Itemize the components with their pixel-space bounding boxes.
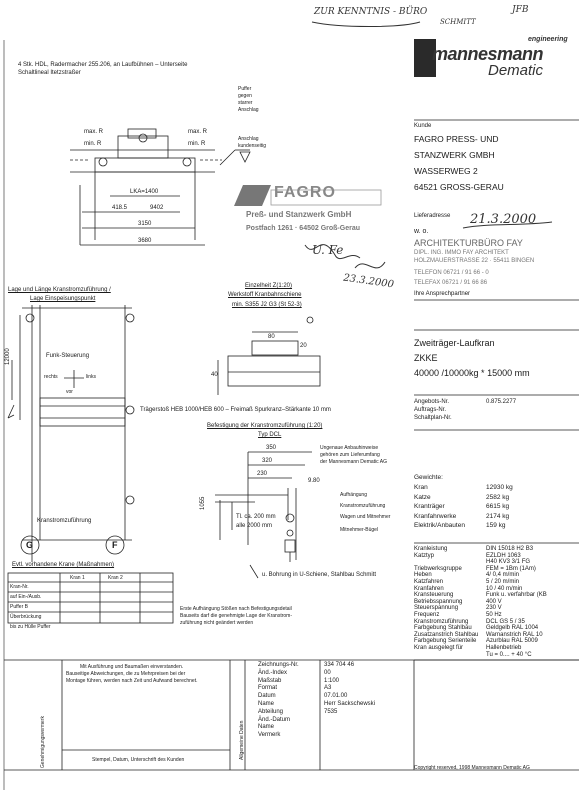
dcl-note-2: gehören zum Lieferumfang: [320, 452, 380, 458]
dim-ca200: Tl. ca. 200 mm: [236, 514, 276, 520]
order-row-label: Schaltplan-Nr.: [414, 415, 452, 421]
dcl-title: Befestigung der Kranstromzuführung (1:20): [207, 423, 323, 429]
cranes-col-1: Kran 1: [70, 575, 85, 581]
title-block-row-label: Zeichnungs-Nr.: [258, 662, 299, 668]
weight-row-label: Katze: [414, 493, 431, 501]
weight-row-value: 2174 kg: [486, 512, 510, 520]
header-note-line1: 4 Stk. HDL, Radermacher 255.206, an Laufbühnen – Unterseite: [18, 62, 188, 68]
crab-rect: [118, 136, 168, 158]
customer-label: Kunde: [414, 123, 432, 129]
weight-row-label: Kranträger: [414, 503, 445, 510]
customer-name-1: FAGRO PRESS- UND: [414, 134, 499, 144]
customer-street: WASSERWEG 2: [414, 166, 478, 176]
spec-row-value: DCL GS 5 / 35: [486, 618, 525, 625]
product-title: Zweiträger-Laufkran: [414, 338, 495, 348]
delivery-architect-4: TELEFON 06721 / 91 66 - 0: [414, 270, 489, 276]
buffer-note-4: Anschlag: [238, 107, 259, 113]
max-r-right: max. R: [188, 129, 208, 135]
dim-ca2000: alle 2000 mm: [236, 523, 273, 529]
mannesmann-logo: [414, 36, 568, 82]
title-block-row-value: 7535: [324, 708, 338, 715]
delivery-wo: w. o.: [414, 228, 429, 235]
crane-girder-rect: [95, 158, 195, 172]
handwritten-signature: U. Fe: [312, 243, 344, 257]
buffer-note-1: Puffer: [238, 86, 252, 92]
detail-z-subtitle: Werkstoff Kranbahnschiene: [228, 292, 302, 298]
spec-row-value: 5 / 20 m/min: [486, 579, 520, 585]
dir-rechts: rechts: [44, 374, 58, 380]
title-block-row-value: 00: [324, 669, 331, 676]
spec-row-value: Hallenbetrieb: [486, 645, 522, 651]
weight-row-value: 12930 kg: [486, 484, 513, 491]
customer-city: 64521 GROSS-GERAU: [414, 182, 504, 192]
dim-40: 40: [211, 372, 218, 378]
cranes-row-1: Kran-Nr.: [10, 584, 29, 590]
order-row-label: Angebots-Nr.: [414, 399, 450, 405]
detail-z-spec: min. S355 J2 G3 (St 52-3): [232, 302, 302, 308]
weight-row-value: 6615 kg: [486, 503, 510, 510]
stamp-line2: Postfach 1261 · 64502 Groß-Gerau: [246, 225, 360, 232]
approval-note-1: Mit Ausführung und Baumaßen einverstanden.: [80, 664, 184, 670]
title-block-row-label: Abteilung: [258, 708, 284, 715]
spec-row-label: Kransteuerung: [414, 592, 454, 599]
circle-f-label: F: [112, 540, 118, 550]
header-note-line2: Schaltlineal Itetzstraßer: [18, 70, 81, 76]
spec-row-label: Farbgebung Serienteile: [414, 638, 477, 645]
brand-sub: Dematic: [488, 62, 544, 79]
title-block-row-value: 334 704 46: [324, 662, 355, 668]
bottom-note-2: Bauseits darf die genehmigte Lage der Kranstrom-: [180, 613, 293, 619]
spec-row-label: Heben: [414, 572, 432, 579]
delivery-architect-2: DIPL. ING. IMMO FAY ARCHITEKT: [414, 250, 509, 256]
spec-row-label: Betriebsspannung: [414, 598, 463, 605]
title-block-row-value: 1:100: [324, 677, 340, 684]
dim-3150: 3150: [138, 221, 152, 227]
cranes-row-3: Puffer B: [10, 604, 28, 610]
delivery-architect: ARCHITEKTURBÜRO FAY: [414, 238, 523, 248]
spec-row-value: Warnanstrich RAL 10: [486, 631, 543, 638]
cranes-table-title: Evtl. vorhandene Krane (Maßnahmen): [12, 562, 115, 568]
general-data-side-label: Allgemeine Daten: [239, 720, 245, 760]
spec-row-label: Katzfahren: [414, 579, 444, 585]
approval-note-3: Montage führen, werden nach Zeit und Aufwand berechnet.: [66, 678, 198, 684]
plan-title-2: Lage Einspeisungspunkt: [30, 296, 96, 302]
spec-row-value: Geldgelb RAL 1004: [486, 625, 539, 632]
title-block-row-value: 07.01.00: [324, 693, 348, 700]
title-block-row-label: Format: [258, 685, 278, 692]
delivery-contact: Ihre Ansprechpartner: [414, 291, 471, 297]
approval-note-2: Bauseitige Abweichungen, die zu Mehrpreisen bei der: [66, 671, 186, 677]
delivery-label: Lieferadresse: [414, 213, 451, 219]
brand-name: mannesmann: [432, 44, 544, 64]
title-block-row-label: Änd.-Datum: [258, 716, 291, 723]
dim-320: 320: [262, 458, 273, 464]
weight-row-label: Kranfahrwerke: [414, 512, 457, 520]
spec-row-value: 50 Hz: [486, 612, 502, 618]
plan-title-1: Lage und Länge Kranstromzuführung /: [8, 287, 111, 293]
approval-side-label: Genehmigungsvermerk: [40, 716, 46, 768]
order-row-label: Auftrags-Nr.: [414, 407, 447, 413]
handwritten-date-received: 21.3.2000: [470, 212, 537, 227]
handwritten-note: ZUR KENNTNIS - BÜRO: [314, 7, 428, 17]
cranes-row-5: bis zu Hülle Puffer: [10, 624, 51, 630]
dim-lka: LKA=1400: [130, 189, 159, 195]
stop-note-2: kundenseitig: [238, 143, 267, 149]
weight-row-label: Elektrik/Anbauten: [414, 522, 465, 529]
stamp-line1: Preß- und Stanzwerk GmbH: [246, 210, 352, 219]
spec-row-value: Tu = 0.... + 40 °C: [486, 651, 532, 658]
weights-title: Gewichte:: [414, 474, 443, 481]
spec-row-label: Kran ausgelegt für: [414, 645, 464, 651]
buffer-note-3: starrer: [238, 100, 253, 106]
dim-20: 20: [300, 343, 307, 349]
handwritten-sub: SCHMITT: [440, 18, 476, 26]
stamp-company: FAGRO: [274, 184, 336, 201]
customer-stamp-label: Stempel, Datum, Unterschrift des Kunden: [92, 757, 185, 763]
spec-row-value: 230 V: [486, 605, 502, 612]
dim-230: 230: [257, 471, 268, 477]
dcl-legend-4: Mitnehmer-Bügel: [340, 527, 379, 533]
spec-row-label: Katztyp: [414, 552, 435, 559]
dim-80: 80: [268, 334, 275, 340]
dim-350: 350: [266, 445, 277, 451]
stop-note-1: Anschlag: [238, 136, 259, 142]
spec-row-label: Kranstromzuführung: [414, 618, 469, 625]
title-block-row-label: Vermerk: [258, 732, 281, 739]
weight-row-value: 159 kg: [486, 522, 506, 529]
dcl-legend-2: Kranstromzuführung: [340, 503, 386, 509]
spec-row-label: Triebwerksgruppe: [414, 565, 462, 572]
min-r-left: min. R: [84, 141, 102, 147]
spec-row-value: DIN 15018 H2 B3: [486, 546, 534, 552]
delivery-architect-5: TELEFAX 06721 / 91 66 86: [414, 280, 488, 286]
dcl-note-3: der Mannesmann Dematic AG: [320, 459, 387, 465]
spec-row-label: Zusatzanstrich Stahlbau: [414, 631, 479, 638]
delivery-architect-3: HOLZMAUERSTRASSE 22 · 55411 BINGEN: [414, 258, 535, 264]
dim-4185: 418.5: [112, 205, 128, 211]
title-block-row-label: Name: [258, 724, 275, 731]
dcl-type: Typ DCL: [258, 432, 282, 438]
weight-row-value: 2582 kg: [486, 493, 510, 501]
bottom-note-3: zuführung nicht geändert werden: [180, 620, 254, 626]
weight-row-label: Kran: [414, 484, 428, 491]
handwritten-initials: JFB: [512, 5, 529, 15]
bottom-note-1: Erste Aufhängung Stößen nach Befestigungsdetail: [180, 606, 292, 612]
spec-row-value: H40 KV3 3/1 FG: [486, 559, 531, 566]
spec-row-value: 10 / 40 m/min: [486, 585, 523, 592]
title-block-row-value: Herr Sackschewski: [324, 701, 376, 707]
spec-row-value: Funk u. verfahrbar (KB: [486, 592, 547, 599]
cranes-col-2: Kran 2: [108, 575, 123, 581]
spec-row-label: Kranleistung: [414, 546, 448, 552]
title-block-row-label: Maßstab: [258, 677, 282, 684]
buffer-note-2: gegen: [238, 93, 252, 99]
spec-row-value: 4/ 0,4 m/min: [486, 572, 520, 579]
dim-3680: 3680: [138, 238, 152, 244]
title-block-row-value: A3: [324, 685, 332, 692]
cranes-row-4: Überbrückung: [10, 614, 42, 620]
traeger-note: Trägerstoß HEB 1000/HEB 600 – Freimaß Spurkranz–Stärkante 10 mm: [140, 407, 331, 413]
dcl-bohrung: u. Bohrung in U-Schiene, Stahlbau Schmitt: [262, 572, 377, 578]
spec-row-value: FEM = 1Bm (1Am): [486, 565, 536, 572]
product-model: ZKKE: [414, 353, 438, 363]
dir-links: links: [86, 374, 97, 380]
customer-name-2: STANZWERK GMBH: [414, 150, 495, 160]
detail-z-title: Einzelheit Z(1:20): [245, 283, 293, 289]
dim-12000: 12000: [5, 348, 11, 365]
max-r-left: max. R: [84, 129, 104, 135]
spec-row-value: 400 V: [486, 598, 502, 605]
spec-row-value: EZLDH 1063: [486, 552, 521, 559]
title-block-row-label: Änd.-Index: [258, 669, 288, 676]
spec-row-label: Farbgebung Stahlbau: [414, 625, 472, 632]
spec-row-label: Frequenz: [414, 612, 440, 618]
dim-1055: 1055: [200, 496, 206, 510]
dcl-legend-3: Wagen und Mitnehmer: [340, 514, 391, 520]
copyright: Copyright reserved, 1998 Mannesmann Dematic AG: [414, 765, 530, 771]
title-block-row-label: Name: [258, 701, 275, 707]
kranstrom-label: Kranstromzuführung: [37, 518, 92, 524]
min-r-right: min. R: [188, 141, 206, 147]
title-block-row-label: Datum: [258, 693, 276, 700]
cranes-row-2: auf Ein-/Ausb.: [10, 594, 42, 600]
dcl-note-1: Ungenaue Anbauhinweise: [320, 445, 379, 451]
dir-vor: vor: [66, 389, 73, 395]
product-capacity: 40000 /10000kg * 15000 mm: [414, 368, 530, 378]
hand-underline: [312, 22, 420, 27]
spec-row-label: Kranfahren: [414, 585, 444, 592]
circle-g-label: G: [26, 540, 34, 550]
order-row-value: 0.875.2277: [486, 399, 517, 405]
spec-row-label: Steuerspannung: [414, 605, 459, 612]
dcl-legend-1: Aufhängung: [340, 492, 367, 498]
spec-row-value: Azurblau RAL 5009: [486, 638, 538, 645]
brand-engineering: engineering: [528, 36, 568, 43]
handwritten-date-signed: 23.3.2000: [342, 272, 395, 291]
dim-9402: 9402: [150, 205, 164, 211]
funk-label: Funk-Steuerung: [46, 353, 90, 359]
dim-980: 9.80: [308, 478, 320, 484]
